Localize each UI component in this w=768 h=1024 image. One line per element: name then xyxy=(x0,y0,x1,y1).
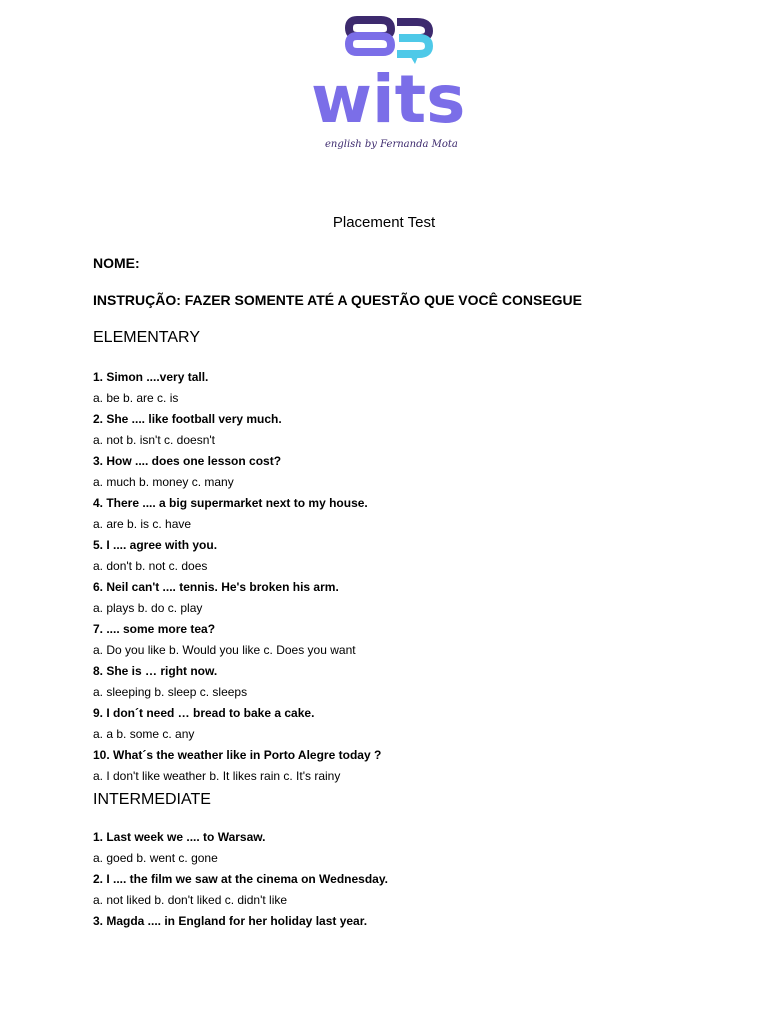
question: 10. What´s the weather like in Porto Alegre today ? xyxy=(93,748,382,762)
answer-options: a. goed b. went c. gone xyxy=(93,851,218,865)
section-heading-intermediate: INTERMEDIATE xyxy=(93,791,211,808)
answer-options: a. Do you like b. Would you like c. Does you want xyxy=(93,643,356,657)
name-label: NOME: xyxy=(93,255,140,271)
instruction: INSTRUÇÃO: FAZER SOMENTE ATÉ A QUESTÃO QUE VOCÊ CONSEGUE xyxy=(93,292,582,308)
logo-word: wits xyxy=(311,61,466,138)
page-title: Placement Test xyxy=(332,214,436,231)
answer-options: a. plays b. do c. play xyxy=(93,601,203,615)
question: 8. She is … right now. xyxy=(93,664,218,678)
question: 3. Magda .... in England for her holiday last year. xyxy=(93,914,368,928)
question: 5. I .... agree with you. xyxy=(93,538,218,552)
answer-options: a. don't b. not c. does xyxy=(93,559,208,573)
question: 2. I .... the film we saw at the cinema on Wednesday. xyxy=(93,872,388,886)
question: 1. Simon ....very tall. xyxy=(93,370,209,384)
question: 1. Last week we .... to Warsaw. xyxy=(93,830,266,844)
question: 2. She .... like football very much. xyxy=(93,412,282,426)
answer-options: a. a b. some c. any xyxy=(93,727,195,741)
answer-options: a. not liked b. don't liked c. didn't like xyxy=(93,893,288,907)
answer-options: a. I don't like weather b. It likes rain c. It's rainy xyxy=(93,769,341,783)
answer-options: a. sleeping b. sleep c. sleeps xyxy=(93,685,248,699)
answer-options: a. are b. is c. have xyxy=(93,517,192,531)
answer-options: a. not b. isn't c. doesn't xyxy=(93,433,215,447)
wits-logo xyxy=(305,14,475,154)
question: 6. Neil can't .... tennis. He's broken his arm. xyxy=(93,580,339,594)
logo-graphic xyxy=(305,14,475,154)
question: 9. I don´t need … bread to bake a cake. xyxy=(93,706,315,720)
answer-options: a. much b. money c. many xyxy=(93,475,234,489)
question: 4. There .... a big supermarket next to my house. xyxy=(93,496,368,510)
logo-tagline: english by Fernanda Mota xyxy=(325,139,458,150)
question: 3. How .... does one lesson cost? xyxy=(93,454,282,468)
question: 7. .... some more tea? xyxy=(93,622,216,636)
answer-options: a. be b. are c. is xyxy=(93,391,179,405)
section-heading-elementary: ELEMENTARY xyxy=(93,329,200,346)
logo-mark-icon xyxy=(349,20,429,64)
